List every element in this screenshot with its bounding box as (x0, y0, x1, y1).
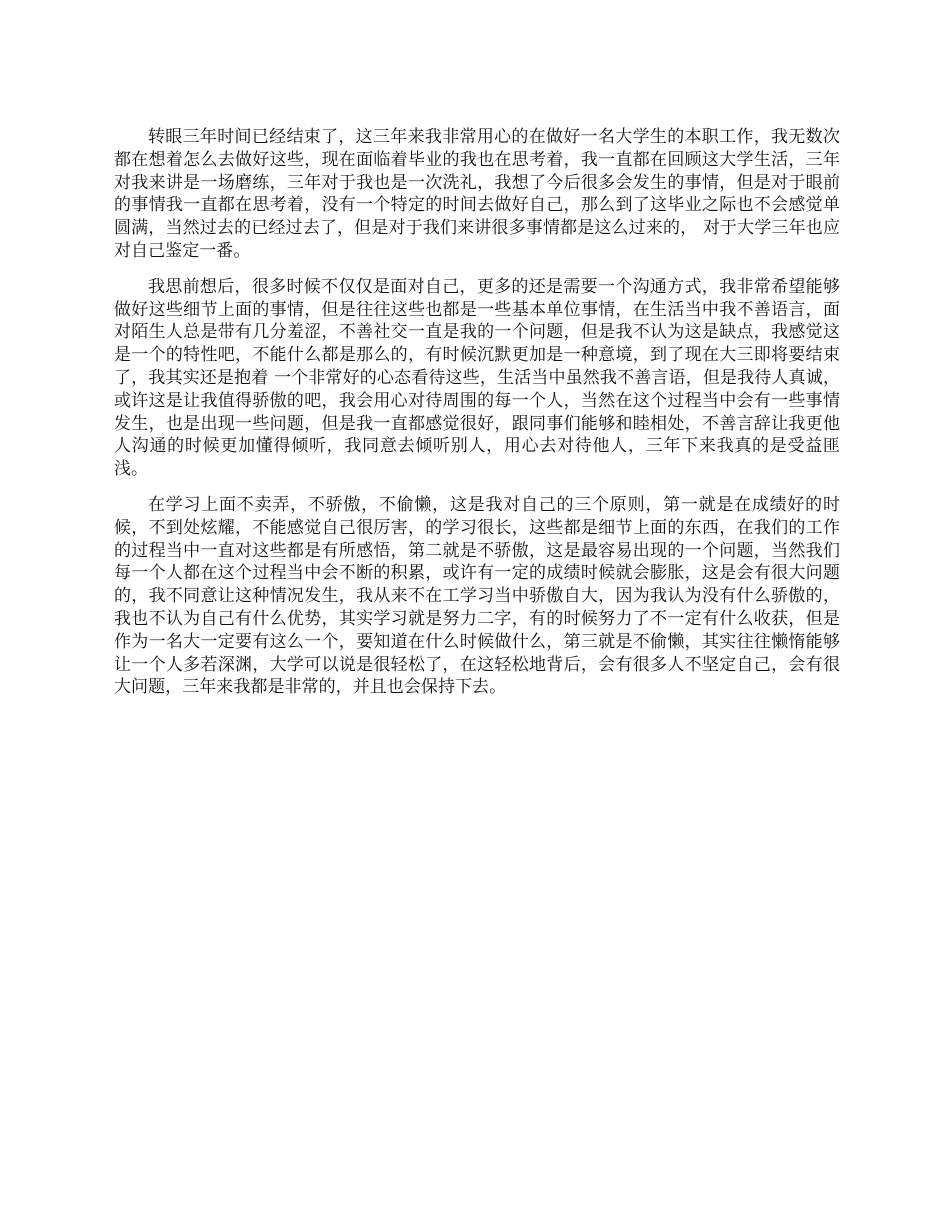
paragraph-3: 在学习上面不卖弄，不骄傲，不偷懒，这是我对自己的三个原则，第一就是在成绩好的时候，不到处炫耀，不能感觉自己很厉害，的学习很长，这些都是细节上面的东西，在我们的工作的过程当中一直对这些都是有所感悟，第二就是不骄傲，这是最容易出现的一个问题，当然我们每一个人都在这个过程当中会不断的积累，或许有一定的成绩时候就会膨胀，这是会有很大问题的，我不同意让这种情况发生，我从来不在工学习当中骄傲自大，因为我认为没有什么骄傲的，我也不认为自己有什么优势，其实学习就是努力二字，有的时候努力了不一定有什么收获，但是作为一名大一定要有这么一个，要知道在什么时候做什么，第三就是不偷懒，其实往往懒惰能够让一个人多若深渊，大学可以说是很轻松了，在这轻松地背后，会有很多人不坚定自己，会有很大问题，三年来我都是非常的，并且也会保持下去。 (114, 494, 840, 698)
paragraph-2: 我思前想后，很多时候不仅仅是面对自己，更多的还是需要一个沟通方式，我非常希望能够做好这些细节上面的事情，但是往往这些也都是一些基本单位事情，在生活当中我不善语言，面对陌生人总是带有几分羞涩，不善社交一直是我的一个问题，但是我不认为这是缺点，我感觉这是一个的特性吧，不能什么都是那么的，有时候沉默更加是一种意境，到了现在大三即将要结束了，我其实还是抱着 一个非常好的心态看待这些，生活当中虽然我不善言语，但是我待人真诚，或许这是让我值得骄傲的吧，我会用心对待周围的每一个人，当然在这个过程当中会有一些事情发生，也是出现一些问题，但是我一直都感觉很好，跟同事们能够和睦相处，不善言辞让我更他人沟通的时候更加懂得倾听，我同意去倾听别人，用心去对待他人，三年下来我真的是受益匪浅。 (114, 276, 840, 480)
document-body (114, 126, 840, 712)
paragraph-1: 转眼三年时间已经结束了，这三年来我非常用心的在做好一名大学生的本职工作，我无数次都在想着怎么去做好这些，现在面临着毕业的我也在思考着，我一直都在回顾这大学生活，三年对我来讲是一场磨练，三年对于我也是一次洗礼，我想了今后很多会发生的事情，但是对于眼前的事情我一直都在思考着，没有一个特定的时间去做好自己，那么到了这毕业之际也不会感觉单圆满，当然过去的已经过去了，但是对于我们来讲很多事情都是这么过来的， 对于大学三年也应对自己鉴定一番。 (114, 127, 840, 261)
